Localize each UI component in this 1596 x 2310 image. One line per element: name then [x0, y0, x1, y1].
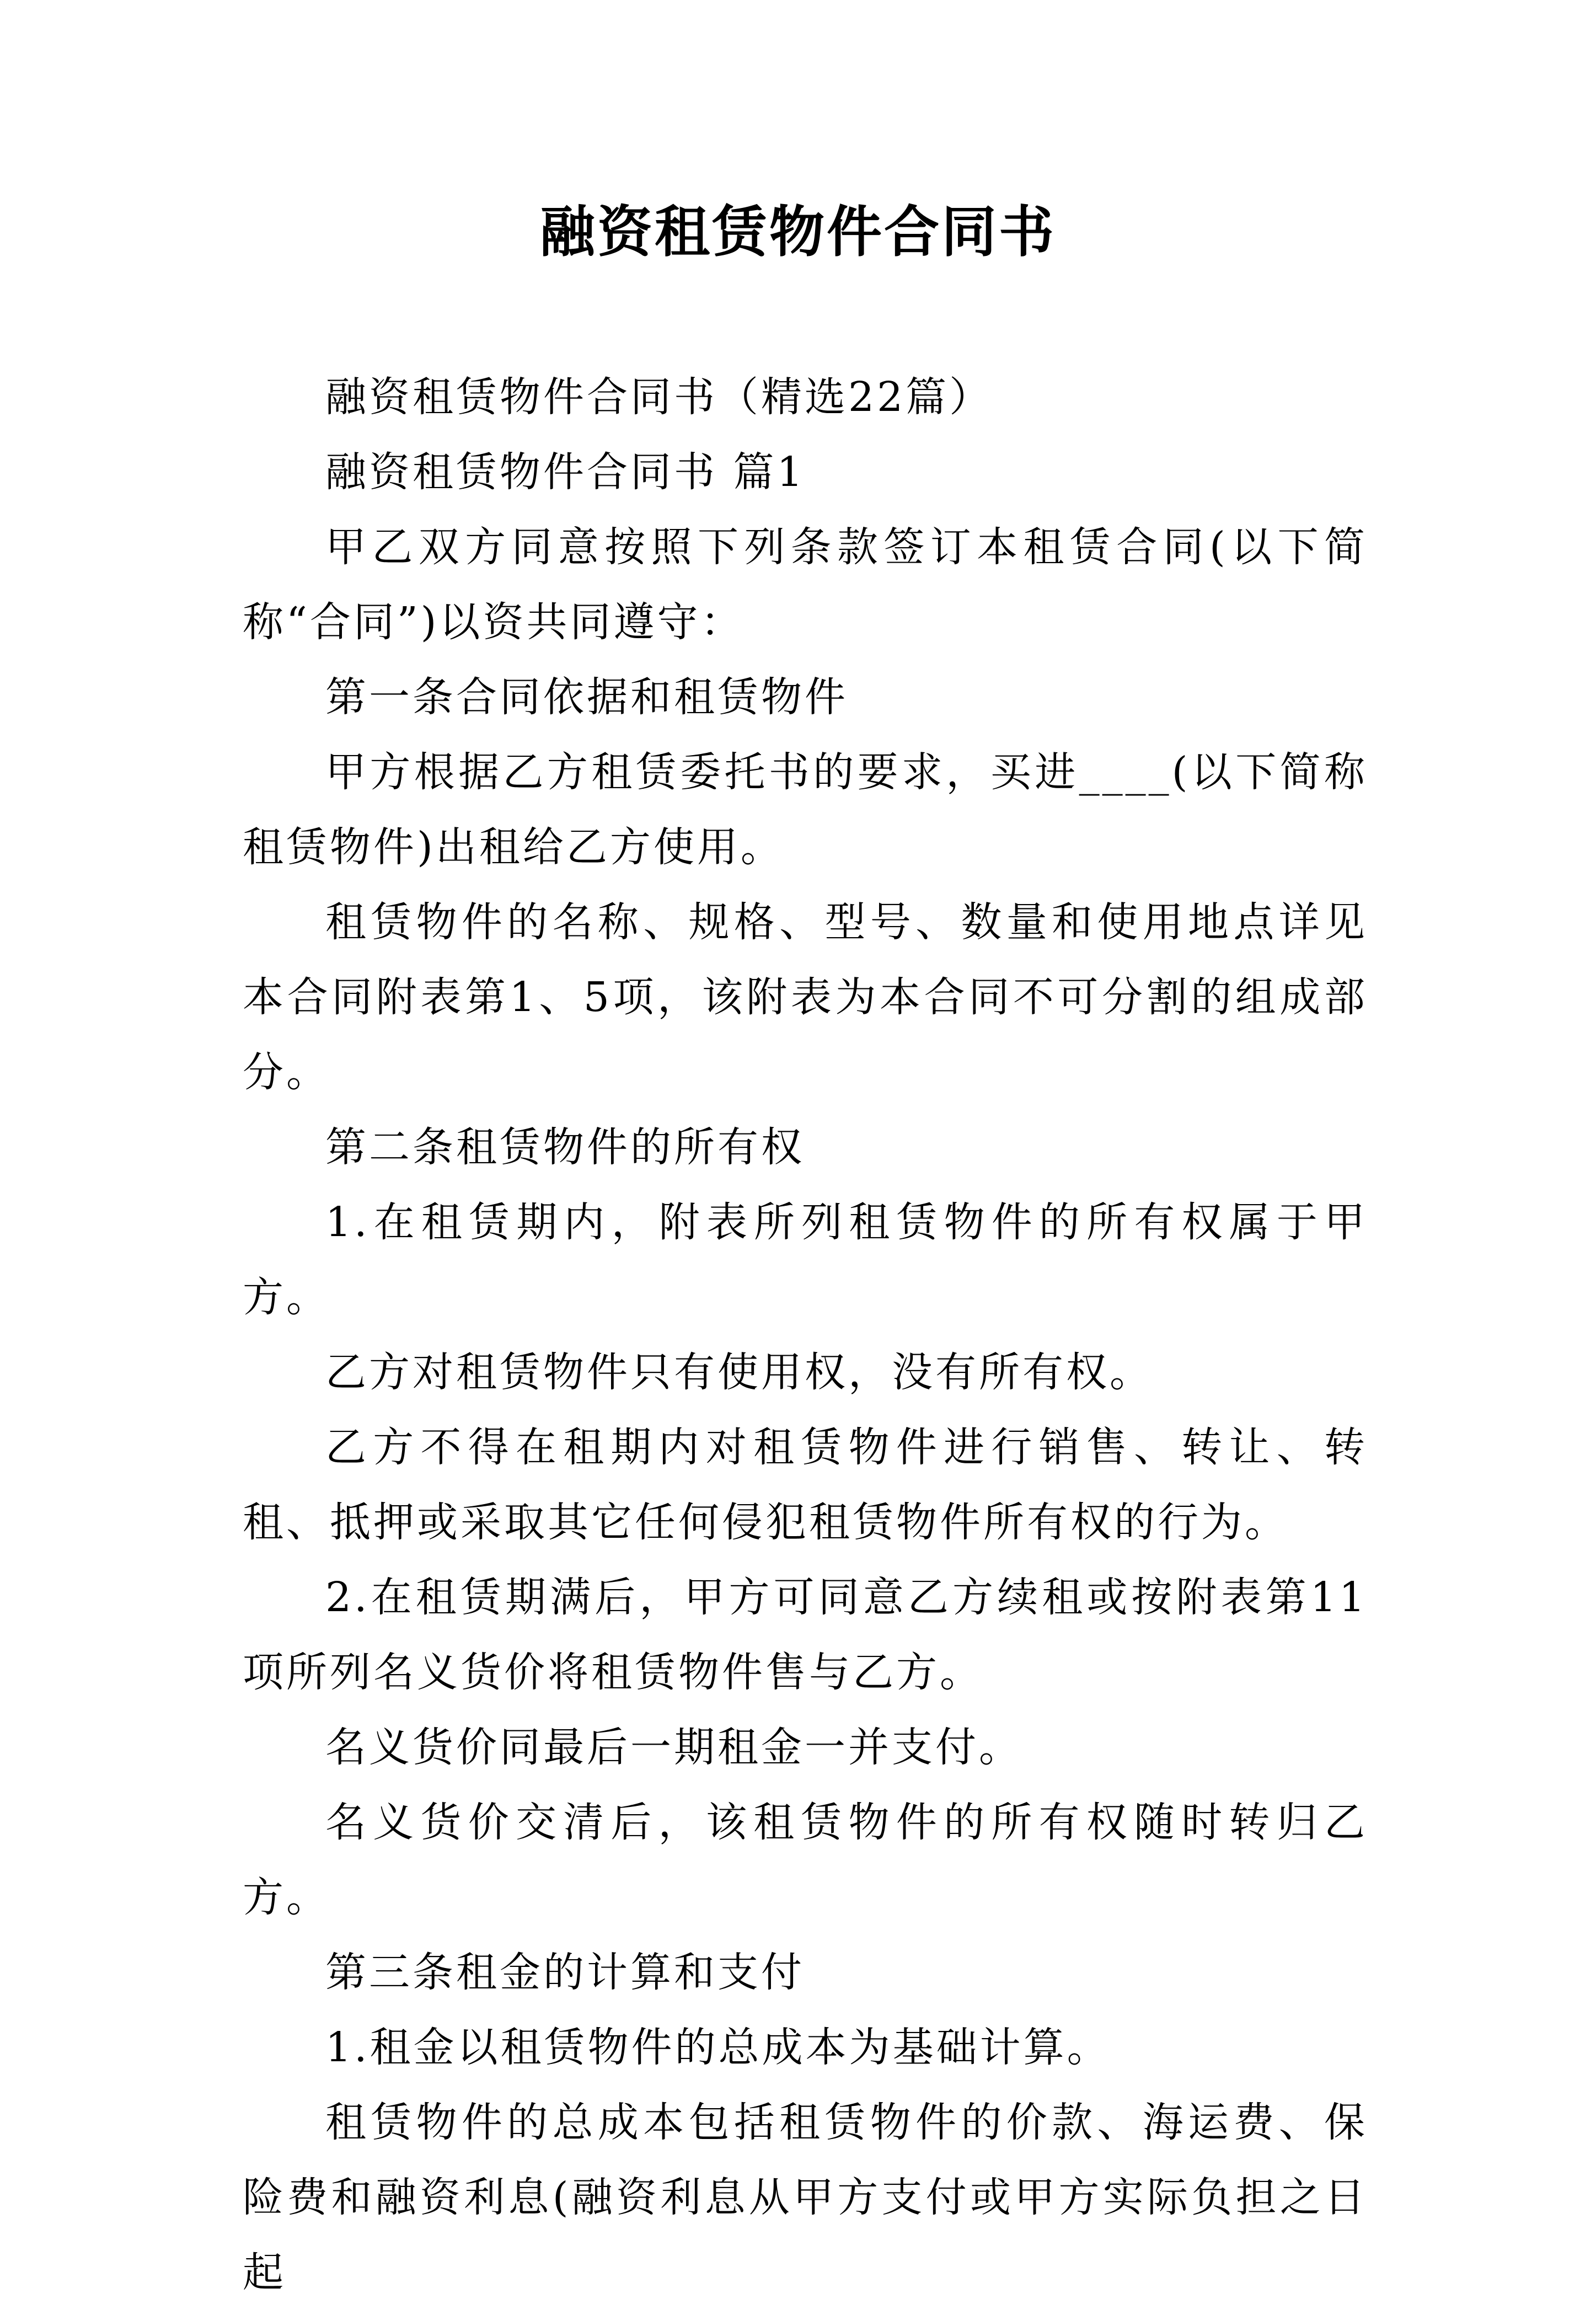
article-heading: 第一条合同依据和租赁物件: [325, 673, 848, 721]
paragraph: 租赁物件的名称、规格、型号、数量和使用地点详见本合同附表第1、5项，该附表为本合同不可分割的组成部分。: [243, 899, 1368, 1096]
paragraph: 乙方对租赁物件只有使用权，没有所有权。: [325, 1349, 1153, 1396]
paragraph: 1.在租赁期内，附表所列租赁物件的所有权属于甲方。: [243, 1199, 1368, 1321]
paragraph: 名义货价同最后一期租金一并支付。: [325, 1724, 1022, 1771]
paragraph: 甲乙双方同意按照下列条款签订本租赁合同(以下简称“合同”)以资共同遵守：: [243, 523, 1368, 646]
paragraph: 甲方根据乙方租赁委托书的要求，买进____(以下简称租赁物件)出租给乙方使用。: [243, 748, 1368, 871]
paragraph-subtitle: 融资租赁物件合同书（精选22篇）: [325, 373, 993, 421]
paragraph: 名义货价交清后，该租赁物件的所有权随时转归乙方。: [243, 1799, 1368, 1921]
paragraph: 租赁物件的总成本包括租赁物件的价款、海运费、保险费和融资利息(融资利息从甲方支付或甲方实际负担之日起: [243, 2099, 1368, 2296]
paragraph: 1.租金以租赁物件的总成本为基础计算。: [325, 2024, 1111, 2071]
article-heading: 第三条租金的计算和支付: [325, 1949, 805, 1996]
document-body: [243, 360, 1368, 2310]
paragraph: 2.在租赁期满后，甲方可同意乙方续租或按附表第11项所列名义货价将租赁物件售与乙方。: [243, 1574, 1368, 1696]
document-title: 融资租赁物件合同书: [540, 199, 1056, 264]
article-heading: 第二条租赁物件的所有权: [325, 1124, 805, 1171]
paragraph: 乙方不得在租期内对租赁物件进行销售、转让、转租、抵押或采取其它任何侵犯租赁物件所有权的行为。: [243, 1424, 1368, 1546]
paragraph-section-heading: 融资租赁物件合同书 篇1: [325, 448, 806, 496]
